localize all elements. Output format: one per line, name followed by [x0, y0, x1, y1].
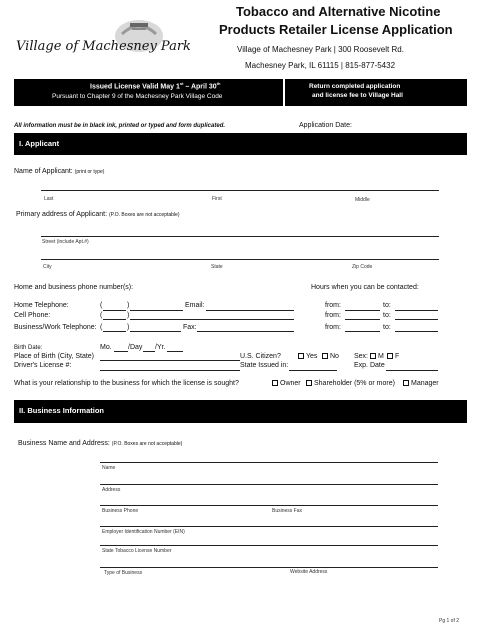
section-business-header — [14, 400, 467, 423]
relationship-question: What is your relationship to the business for which the license is sought? — [14, 380, 239, 387]
birth-mo-line[interactable] — [114, 351, 128, 352]
home-area-open: ( — [100, 302, 103, 309]
state-issued-label: State Issued in: — [240, 362, 289, 369]
return-line2: and license fee to Village Hall — [312, 92, 403, 99]
page-number: Pg 1 of 2 — [439, 618, 460, 624]
relationship-owner-option[interactable]: Owner — [272, 380, 301, 387]
hours-to-3: to: — [383, 324, 391, 331]
business-name-line[interactable] — [100, 462, 438, 463]
zip-caption: Zip Code — [352, 264, 373, 270]
place-of-birth-label: Place of Birth (City, State) — [14, 353, 95, 360]
village-address-line2: Machesney Park, IL 61115 | 815-877-5432 — [245, 61, 396, 70]
email-input-line[interactable] — [206, 310, 294, 311]
birth-yr-line[interactable] — [167, 351, 183, 352]
ein-caption: Employer Identification Number (EIN) — [102, 529, 185, 535]
city-caption: City — [43, 264, 52, 270]
owner-checkbox[interactable] — [272, 380, 278, 386]
hours-label: Hours when you can be contacted: — [311, 284, 419, 291]
state-issued-line[interactable] — [289, 370, 337, 371]
type-of-business-caption: Type of Business — [104, 570, 143, 576]
state-tobacco-caption: State Tobacco License Number — [102, 548, 172, 554]
email-label: Email: — [185, 302, 205, 309]
hours-to-2: to: — [383, 312, 391, 319]
fax-label: Fax: — [183, 324, 197, 331]
section-business-title: II. Business Information — [19, 406, 105, 415]
cell-label: Cell Phone: — [14, 312, 51, 319]
biz-area-line[interactable] — [103, 331, 126, 332]
birth-day-label: /Day — [128, 344, 143, 351]
street-input-line[interactable] — [41, 236, 439, 237]
fax-input-line[interactable] — [197, 331, 294, 332]
license-banner — [14, 79, 467, 106]
home-tel-label: Home Telephone: — [14, 302, 69, 309]
hours-from-1: from: — [325, 302, 341, 309]
hours-from-line-3[interactable] — [345, 331, 380, 332]
hours-to-1: to: — [383, 302, 391, 309]
place-of-birth-line[interactable] — [100, 360, 240, 361]
exp-date-line[interactable] — [386, 370, 438, 371]
name-input-line[interactable] — [41, 190, 439, 191]
logo-text: Village of Machesney Park — [16, 39, 191, 54]
last-caption: Last — [44, 196, 54, 202]
business-phone-line[interactable] — [100, 505, 438, 506]
biz-number-line[interactable] — [130, 331, 181, 332]
pursuant-text: Pursuant to Chapter 9 of the Machesney Park Village Code — [52, 93, 223, 100]
birth-day-line[interactable] — [143, 351, 155, 352]
cell-area-close: ) — [127, 312, 130, 319]
application-date-label: Application Date: — [299, 122, 352, 129]
sex-f-checkbox[interactable] — [387, 353, 393, 359]
biz-area-close: ) — [127, 324, 130, 331]
citizen-yes-checkbox[interactable] — [298, 353, 304, 359]
page-title: Tobacco and Alternative Nicotine — [236, 4, 441, 19]
sex-label: Sex: — [354, 353, 369, 360]
us-citizen-label: U.S. Citizen? — [240, 353, 281, 360]
business-name-caption: Name — [102, 465, 116, 471]
business-address-caption: Address — [102, 487, 121, 493]
shareholder-checkbox[interactable] — [306, 380, 312, 386]
drivers-license-line[interactable] — [100, 370, 240, 371]
banner-divider — [283, 79, 285, 106]
village-logo — [14, 10, 191, 70]
home-area-close: ) — [127, 302, 130, 309]
hours-to-line-3[interactable] — [395, 331, 438, 332]
section-applicant-title: I. Applicant — [19, 139, 60, 148]
hours-to-line-1[interactable] — [395, 310, 438, 311]
website-caption: Website Address — [290, 569, 328, 575]
village-address-line1: Village of Machesney Park | 300 Roosevelt Rd. — [237, 45, 404, 54]
drivers-license-label: Driver's License #: — [14, 362, 72, 369]
manager-checkbox[interactable] — [403, 380, 409, 386]
citizen-no-option[interactable]: No — [322, 353, 339, 360]
relationship-manager-option[interactable]: Manager — [403, 380, 439, 387]
birth-yr-label: /Yr. — [155, 344, 166, 351]
license-valid-text: Issued License Valid May 1st – April 30th — [90, 81, 221, 91]
citizen-no-checkbox[interactable] — [322, 353, 328, 359]
citizen-yes-option[interactable]: Yes — [298, 353, 317, 360]
business-fax-caption: Business Fax — [272, 508, 303, 514]
home-number-line[interactable] — [130, 310, 183, 311]
type-of-business-line[interactable] — [100, 567, 438, 568]
hours-from-2: from: — [325, 312, 341, 319]
sex-m-checkbox[interactable] — [370, 353, 376, 359]
birth-mo-label: Mo. — [100, 344, 112, 351]
return-line1: Return completed application — [309, 83, 401, 90]
birth-date-label: Birth Date: — [14, 345, 43, 351]
cell-number-line[interactable] — [130, 319, 294, 320]
ink-notice: All information must be in black ink, printed or typed and form duplicated. — [14, 123, 226, 129]
biz-tel-label: Business/Work Telephone: — [14, 324, 97, 331]
name-label: Name of Applicant: (print or type) — [14, 168, 105, 175]
city-input-line[interactable] — [41, 259, 439, 260]
sex-m-option[interactable]: M — [370, 353, 384, 360]
ein-line[interactable] — [100, 526, 438, 527]
page-title-line2: Products Retailer License Application — [219, 22, 453, 37]
middle-caption: Middle — [355, 197, 370, 203]
home-area-line[interactable] — [103, 310, 126, 311]
state-tobacco-line[interactable] — [100, 545, 438, 546]
sex-f-option[interactable]: F — [387, 353, 399, 360]
hours-from-line-1[interactable] — [345, 310, 380, 311]
cell-area-line[interactable] — [103, 319, 126, 320]
hours-from-3: from: — [325, 324, 341, 331]
phones-label: Home and business phone number(s): — [14, 284, 134, 291]
street-caption: Street (include Apt.#) — [42, 239, 89, 245]
business-name-label: Business Name and Address: (P.O. Boxes are not acceptable) — [18, 440, 183, 447]
first-caption: First — [212, 196, 222, 202]
biz-area-open: ( — [100, 324, 103, 331]
cell-area-open: ( — [100, 312, 103, 319]
exp-date-label: Exp. Date — [354, 362, 385, 369]
state-caption: State — [211, 264, 223, 270]
business-phone-caption: Business Phone — [102, 508, 139, 514]
section-applicant-header — [14, 133, 467, 155]
hours-to-line-2[interactable] — [395, 319, 438, 320]
hours-from-line-2[interactable] — [345, 319, 380, 320]
relationship-shareholder-option[interactable]: Shareholder (5% or more) — [306, 380, 395, 387]
business-address-line[interactable] — [100, 484, 438, 485]
primary-address-label: Primary address of Applicant: (P.O. Boxes are not acceptable) — [16, 211, 180, 218]
